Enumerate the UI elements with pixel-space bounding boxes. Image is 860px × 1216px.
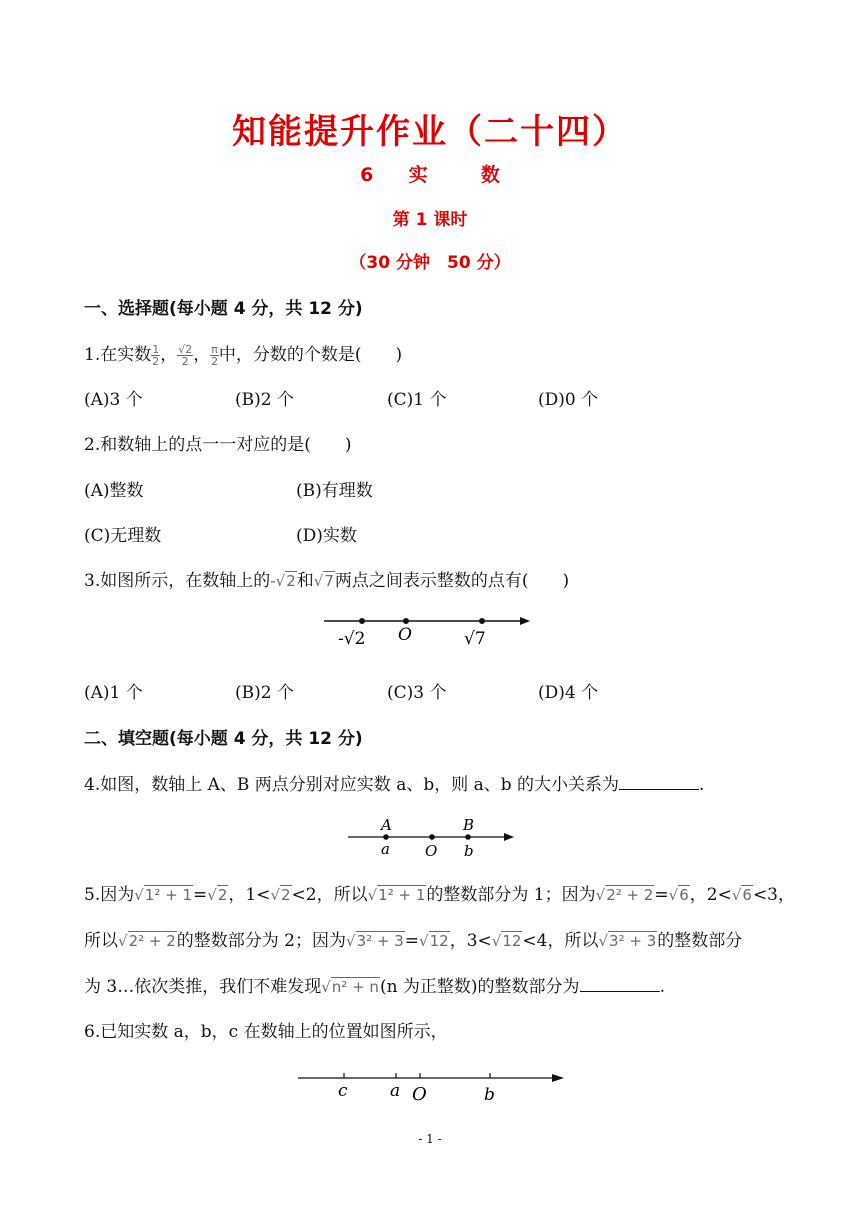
point-b [465, 834, 471, 840]
q1-option-d: (D)0 个 [538, 390, 599, 410]
question-5-line-2: 所以√2² + 2的整数部分为 2；因为√3² + 3=√12，3<√12<4，所以√3² + 3的整数部分 [84, 931, 743, 951]
sqrt-2sq-plus-2: √2² + 2 [595, 886, 654, 904]
lesson-label: 第 1 课时 [392, 210, 468, 230]
sqrt-3sq-plus-3: √3² + 3 [346, 932, 404, 950]
q3-prefix: 3.如图所示，在数轴上的 [84, 571, 271, 591]
sqrt-12: √12 [419, 932, 449, 950]
q3-suffix: 两点之间表示整数的点有( ) [334, 571, 570, 591]
label-O: O [412, 1084, 427, 1105]
q1-prefix: 1.在实数 [84, 345, 152, 365]
sqrt-2: √2 [207, 886, 228, 904]
question-2: 2.和数轴上的点一一对应的是( ) [84, 435, 352, 455]
label-b: b [464, 842, 474, 860]
fraction-half: $\frac{1}{2}$ [152, 343, 160, 368]
question-6: 6.已知实数 a，b，c 在数轴上的位置如图所示， [84, 1022, 448, 1042]
question-5-line-1: 5.因为√1² + 1=√2，1<√2<2，所以√1² + 1的整数部分为 1；因为√2² + 2=√6，2<√6<3， [84, 885, 795, 905]
subtitle-char-1: 实 [408, 164, 428, 186]
sqrt-2sq-plus-2b: √2² + 2 [118, 932, 176, 950]
sqrt-3sq-plus-3b: √3² + 3 [598, 932, 657, 950]
sqrt-6: √6 [668, 886, 689, 904]
subtitle-char-2: 数 [480, 164, 500, 186]
axis-arrow [552, 1074, 564, 1082]
page-title: 知能提升作业（二十四） [232, 112, 628, 152]
label-neg-sqrt2: -√2 [338, 629, 366, 649]
sqrt-nsq-plus-n: √n² + n [321, 978, 379, 996]
q2-option-c: (C)无理数 [84, 526, 162, 546]
subtitle-number: 6 [360, 164, 374, 186]
label-a: a [390, 1081, 401, 1101]
fraction-sqrt2-over-2: $\frac{√2}{2}$ [178, 343, 193, 368]
q4-number-line-figure [344, 812, 524, 864]
q1-sep-1: ， [160, 345, 178, 365]
point-a [383, 834, 389, 840]
q4-text: 4.如图，数轴上 A、B 两点分别对应实数 a、b，则 a、b 的大小关系为 [84, 775, 620, 795]
label-c: c [338, 1081, 348, 1101]
timing-label: （30 分钟 50 分） [349, 253, 511, 273]
label-origin: O [398, 625, 412, 645]
sqrt-2b: √2 [270, 886, 291, 904]
point-neg-sqrt2 [359, 618, 365, 624]
section-2-heading: 二、填空题(每小题 4 分，共 12 分) [84, 729, 363, 749]
q3-number-line-figure [318, 606, 538, 654]
label-sqrt7: √7 [464, 629, 486, 649]
point-origin [429, 834, 435, 840]
q6-number-line-figure [294, 1062, 570, 1106]
label-b: b [484, 1085, 495, 1105]
sqrt-6b: √6 [731, 886, 752, 904]
q3-option-b: (B)2 个 [235, 683, 294, 703]
q2-option-d: (D)实数 [296, 526, 357, 546]
q3-option-c: (C)3 个 [387, 683, 447, 703]
q1-option-b: (B)2 个 [235, 390, 294, 410]
q4-end: . [699, 775, 705, 795]
q3-option-d: (D)4 个 [538, 683, 599, 703]
sqrt-12b: √12 [491, 932, 522, 950]
q1-suffix: 中，分数的个数是( ) [218, 345, 403, 365]
q1-option-c: (C)1 个 [387, 390, 447, 410]
q4-answer-blank[interactable] [619, 775, 699, 790]
sqrt7: √7 [313, 572, 334, 590]
section-subtitle [0, 160, 860, 187]
point-sqrt7 [479, 618, 485, 624]
question-4 [84, 770, 704, 795]
page-number: - 1 - [418, 1132, 442, 1146]
q5-answer-blank[interactable] [580, 977, 660, 992]
q1-option-a: (A)3 个 [84, 390, 143, 410]
q1-sep-2: ， [193, 345, 211, 365]
point-origin [403, 618, 409, 624]
question-3 [84, 566, 569, 591]
neg-sqrt2: -√2 [270, 572, 296, 590]
q3-mid: 和 [296, 571, 314, 591]
sqrt-1sq-plus-1b: √1² + 1 [367, 886, 426, 904]
question-5-line-3: 为 3…依次类推，我们不难发现√n² + n(n 为正整数)的整数部分为 . [84, 977, 665, 997]
axis-arrow [504, 833, 514, 841]
q2-option-a: (A)整数 [84, 481, 144, 501]
label-O: O [425, 842, 438, 860]
question-1 [84, 340, 402, 367]
q2-option-b: (B)有理数 [296, 481, 373, 501]
label-a: a [381, 840, 390, 858]
label-B: B [463, 816, 475, 834]
q3-option-a: (A)1 个 [84, 683, 143, 703]
sqrt-1sq-plus-1: √1² + 1 [134, 886, 193, 904]
section-1-heading: 一、选择题(每小题 4 分，共 12 分) [84, 299, 363, 319]
label-A: A [381, 816, 392, 834]
fraction-pi-over-2: $\frac{\pi}{2}$ [211, 343, 219, 368]
axis-arrow [520, 617, 530, 625]
